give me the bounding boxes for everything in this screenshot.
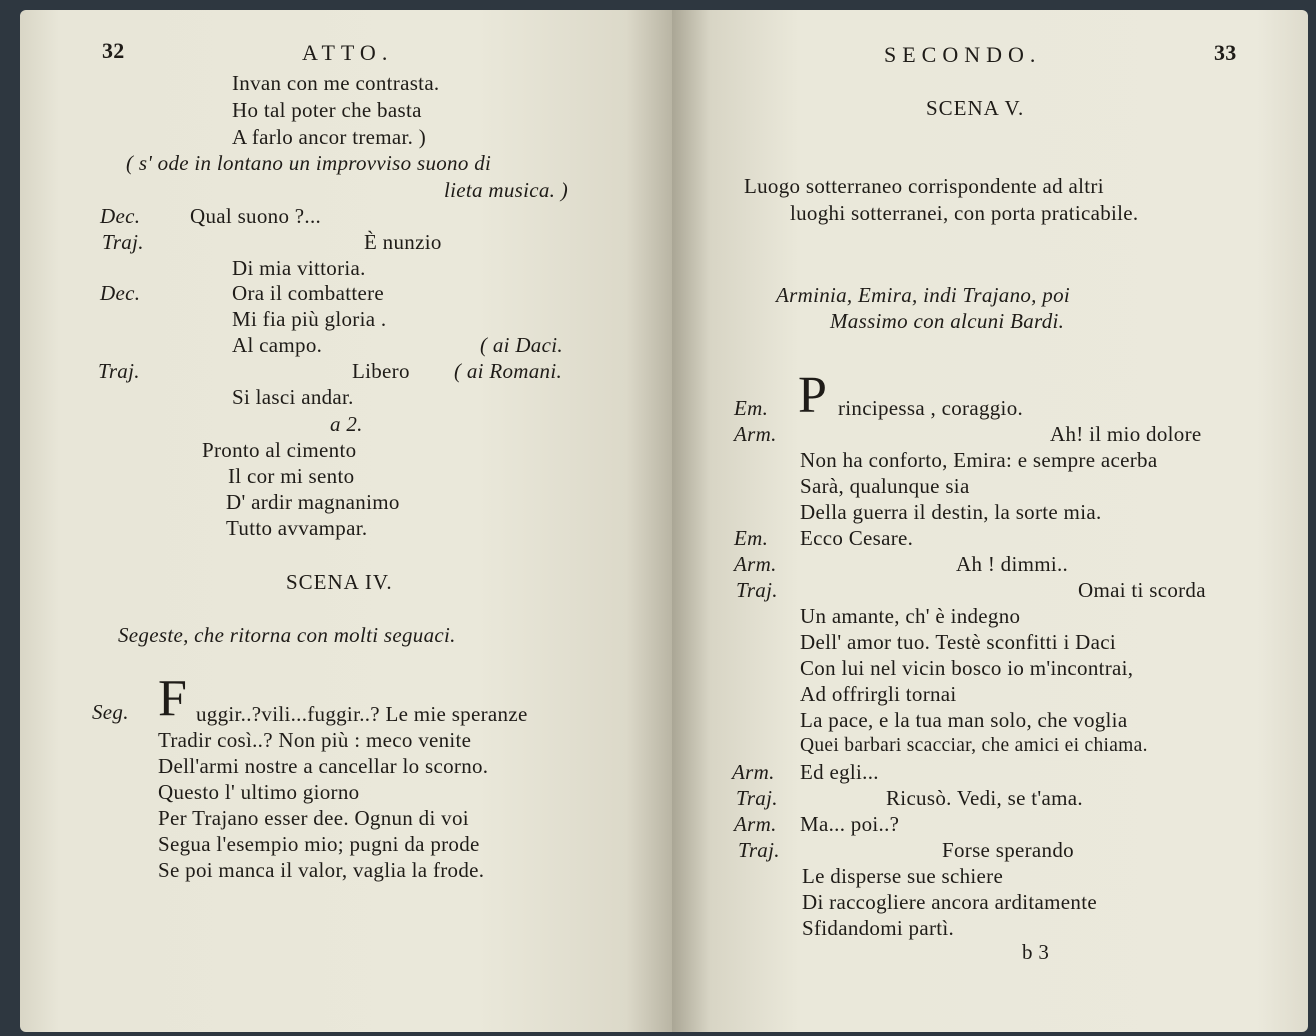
speaker-label: Traj. <box>736 786 778 810</box>
dialogue-line: Dell' amor tuo. Testè sconfitti i Daci <box>800 630 1117 654</box>
dialogue-line: Di mia vittoria. <box>232 256 366 280</box>
dialogue-line: Ricusò. Vedi, se t'ama. <box>886 786 1083 810</box>
speaker-label: Traj. <box>738 838 780 862</box>
speech-line: Per Trajano esser dee. Ognun di voi <box>158 806 469 830</box>
dialogue-line: Quei barbari scacciar, che amici ei chiama. <box>800 735 1148 756</box>
scene-title: SCENA V. <box>926 96 1025 120</box>
speaker-label: Traj. <box>98 359 140 383</box>
dialogue-line: Ah ! dimmi.. <box>956 552 1069 576</box>
duet-line: Tutto avvampar. <box>226 516 368 540</box>
setting-line: luoghi sotterranei, con porta praticabile. <box>790 201 1139 225</box>
verse-line: A farlo ancor tremar. ) <box>232 125 427 149</box>
duet-line: Il cor mi sento <box>228 464 355 488</box>
dialogue-line: Sfidandomi partì. <box>802 916 955 940</box>
speaker-label: Em. <box>734 396 769 420</box>
dialogue-line: Ad offrirgli tornai <box>800 682 957 706</box>
scene-direction: Segeste, che ritorna con molti seguaci. <box>118 623 456 647</box>
speaker-label: Seg. <box>92 700 129 724</box>
aside-direction: ( ai Daci. <box>480 333 563 357</box>
page-number: 33 <box>1214 40 1237 65</box>
running-head: SECONDO. <box>884 42 1042 67</box>
dialogue-line: Omai ti scorda <box>1078 578 1206 602</box>
speaker-label: Em. <box>734 526 769 550</box>
dialogue-line: Si lasci andar. <box>232 385 354 409</box>
dialogue-line: Sarà, qualunque sia <box>800 474 970 498</box>
speaker-label: Arm. <box>734 552 777 576</box>
stage-direction: ( s' ode in lontano un improvviso suono di <box>126 151 492 175</box>
speaker-label: Dec. <box>100 204 141 228</box>
speaker-label: Traj. <box>102 230 144 254</box>
page-number: 32 <box>102 38 125 63</box>
dialogue-line: Non ha conforto, Emira: e sempre acerba <box>800 448 1158 472</box>
dialogue-line: La pace, e la tua man solo, che voglia <box>800 708 1128 732</box>
dialogue-line: Ecco Cesare. <box>800 526 914 550</box>
dialogue-line: Ma... poi..? <box>800 812 900 836</box>
drop-cap: P <box>798 367 828 424</box>
speaker-label: Arm. <box>734 812 777 836</box>
dialogue-line: Al campo. <box>232 333 323 357</box>
characters-line: Massimo con alcuni Bardi. <box>830 309 1065 333</box>
verse-line: Ho tal poter che basta <box>232 98 422 122</box>
scene-title: SCENA IV. <box>286 570 393 594</box>
speaker-label: Arm. <box>732 760 775 784</box>
duet-line: Pronto al cimento <box>202 438 357 462</box>
characters-line: Arminia, Emira, indi Trajano, poi <box>776 283 1071 307</box>
dialogue-line: Forse sperando <box>942 838 1074 862</box>
stage-direction: lieta musica. ) <box>444 178 569 202</box>
dialogue-line: Ah! il mio dolore <box>1050 422 1202 446</box>
right-page <box>672 10 1308 1032</box>
setting-line: Luogo sotterraneo corrispondente ad altri <box>744 174 1104 198</box>
duet-line: D' ardir magnanimo <box>226 490 400 514</box>
speaker-label: Arm. <box>734 422 777 446</box>
dialogue-line: Ed egli... <box>800 760 879 784</box>
dialogue-line: Le disperse sue schiere <box>802 864 1004 888</box>
speech-line: Se poi manca il valor, vaglia la frode. <box>158 858 485 882</box>
speaker-label: Traj. <box>736 578 778 602</box>
dialogue-line: Un amante, ch' è indegno <box>800 604 1021 628</box>
dialogue-line: Di raccogliere ancora arditamente <box>802 890 1097 914</box>
speech-line: Segua l'esempio mio; pugni da prode <box>158 832 480 856</box>
drop-cap: F <box>158 670 188 727</box>
dialogue-line: Qual suono ?... <box>190 204 322 228</box>
speech-line: Questo l' ultimo giorno <box>158 780 360 804</box>
speaker-label: Dec. <box>100 281 141 305</box>
duet-marker: a 2. <box>330 412 363 436</box>
dialogue-line: rincipessa , coraggio. <box>838 396 1024 420</box>
dialogue-line: Ora il combattere <box>232 281 385 305</box>
running-head: ATTO. <box>302 40 394 65</box>
verse-line: Invan con me contrasta. <box>232 71 440 95</box>
dialogue-line: Con lui nel vicin bosco io m'incontrai, <box>800 656 1134 680</box>
aside-direction: ( ai Romani. <box>454 359 563 383</box>
speech-line: uggir..?vili...fuggir..? Le mie speranze <box>196 702 528 726</box>
dialogue-line: Mi fia più gloria . <box>232 307 387 331</box>
dialogue-line: Della guerra il destin, la sorte mia. <box>800 500 1102 524</box>
speech-line: Tradir così..? Non più : meco venite <box>158 728 472 752</box>
speech-line: Dell'armi nostre a cancellar lo scorno. <box>158 754 489 778</box>
dialogue-line: Libero <box>352 359 410 383</box>
left-page <box>20 10 672 1032</box>
signature-mark: b 3 <box>1022 940 1050 964</box>
dialogue-line: È nunzio <box>364 230 442 254</box>
